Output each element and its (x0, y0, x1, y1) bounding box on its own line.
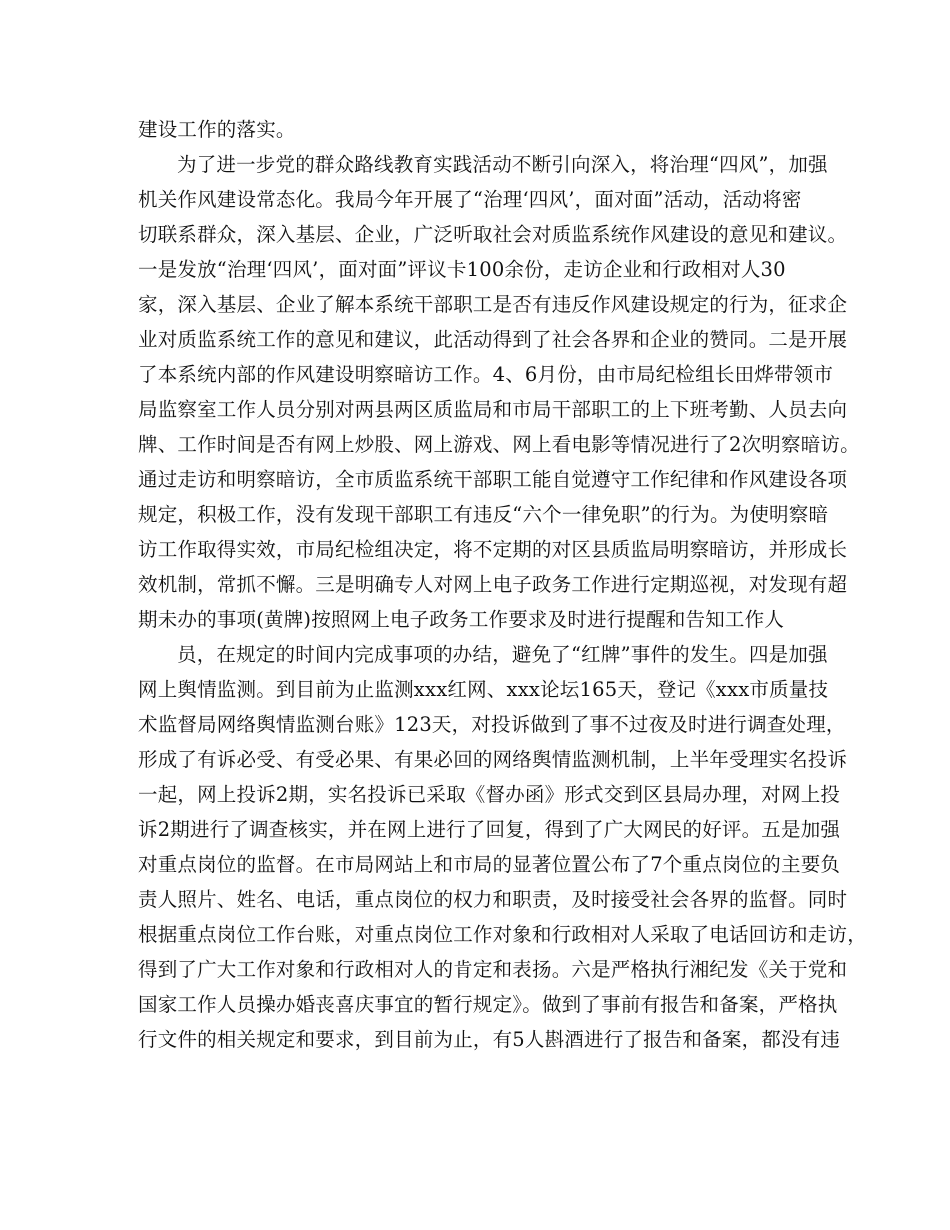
text-line: 机关作风建设常态化。我局今年开展了“治理‘四风’，面对面”活动，活动将密 (138, 188, 802, 211)
text-line: 对重点岗位的监督。在市局网站上和市局的显著位置公布了7个重点岗位的主要负 (138, 853, 841, 876)
text-line: 网上舆情监测。到目前为止监测xxx红网、xxx论坛165天，登记《xxx市质量技 (138, 678, 829, 701)
text-line: 访工作取得实效，市局纪检组决定，将不定期的对区县质监局明察暗访，并形成长 (138, 538, 848, 561)
text-line: 国家工作人员操办婚丧喜庆事宜的暂行规定》。做到了事前有报告和备案，严格执 (138, 993, 838, 1016)
text-line: 建设工作的落实。 (138, 118, 296, 141)
text-line: 业对质监系统工作的意见和建议，此活动得到了社会各界和企业的赞同。二是开展 (138, 328, 848, 351)
text-line: 效机制，常抓不懈。三是明确专人对网上电子政务工作进行定期巡视，对发现有超 (138, 573, 848, 596)
text-line: 了本系统内部的作风建设明察暗访工作。4、6月份，由市局纪检组长田烨带领市 (138, 363, 834, 386)
text-line: 员，在规定的时间内完成事项的办结，避免了“红牌”事件的发生。四是加强 (177, 643, 828, 666)
text-line: 形成了有诉必受、有受必果、有果必回的网络舆情监测机制，上半年受理实名投诉 (138, 748, 848, 771)
text-line: 术监督局网络舆情监测台账》123天，对投诉做到了事不过夜及时进行调查处理， (138, 713, 846, 736)
text-line: 行文件的相关规定和要求，到目前为止，有5人斟酒进行了报告和备案，都没有违 (138, 1028, 841, 1051)
text-line: 责人照片、姓名、电话，重点岗位的权力和职责，及时接受社会各界的监督。同时 (138, 888, 848, 911)
text-line: 通过走访和明察暗访，全市质监系统干部职工能自觉遵守工作纪律和作风建设各项 (138, 468, 848, 491)
text-line: 诉2期进行了调查核实，并在网上进行了回复，得到了广大网民的好评。五是加强 (138, 818, 841, 841)
text-line: 规定，积极工作，没有发现干部职工有违反“六个一律免职”的行为。为使明察暗 (138, 503, 829, 526)
text-line: 局监察室工作人员分别对两县两区质监局和市局干部职工的上下班考勤、人员去向 (138, 398, 848, 421)
text-line: 得到了广大工作对象和行政相对人的肯定和表扬。六是严格执行湘纪发《关于党和 (138, 958, 848, 981)
text-line: 期未办的事项(黄牌)按照网上电子政务工作要求及时进行提醒和告知工作人 (138, 608, 785, 631)
text-line: 一起，网上投诉2期，实名投诉已采取《督办函》形式交到区县局办理，对网上投 (138, 783, 841, 806)
text-line: 切联系群众，深入基层、企业，广泛听取社会对质监系统作风建设的意见和建议。 (138, 223, 848, 246)
text-line: 牌、工作时间是否有网上炒股、网上游戏、网上看电影等情况进行了2次明察暗访。 (138, 433, 860, 456)
text-line: 为了进一步党的群众路线教育实践活动不断引向深入，将治理“四风”，加强 (177, 153, 828, 176)
text-line: 一是发放“治理‘四风’，面对面”评议卡100余份，走访企业和行政相对人30 (138, 258, 786, 281)
text-line: 根据重点岗位工作台账，对重点岗位工作对象和行政相对人采取了电话回访和走访， (138, 923, 867, 946)
text-line: 家，深入基层、企业了解本系统干部职工是否有违反作风建设规定的行为，征求企 (138, 293, 848, 316)
document-body (138, 112, 867, 1057)
